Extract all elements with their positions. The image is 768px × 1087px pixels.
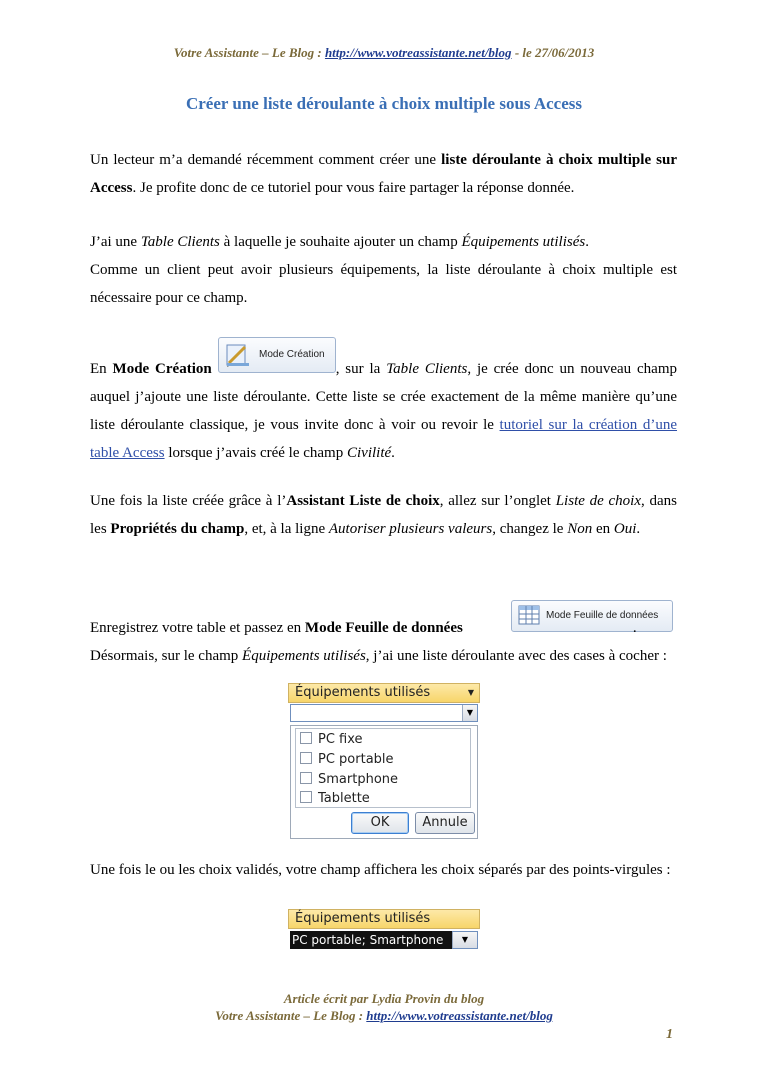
mode-creation-label: Mode Création [259, 349, 325, 360]
paragraph-mode-creation: En Mode Création , sur la Table Clients, je crée donc un nouveau champ auquel j’ajoute une liste déroulante. Cette liste se crée exactement de la même manière qu’une liste déroulante classique, je vous invite donc à voir ou revoir le tutoriel sur la création d’une table Access lorsque j’avais créé le champ Civilité. [90, 361, 678, 461]
combo-field[interactable] [290, 704, 478, 722]
paragraph-result: Une fois le ou les choix validés, votre champ affichera les choix séparés par des points-virgules : [90, 862, 671, 878]
column-header-label: Équipements utilisés [295, 685, 431, 700]
paragraph-feuille: Enregistrez votre table et passez en Mode Feuille de données . Désormais, sur le champ Équipements utilisés, j’ai une liste déroulante avec des cases à cocher : [90, 620, 667, 664]
paragraph-assistant: Une fois la liste créée grâce à l’Assistant Liste de choix, allez sur l’onglet Liste de choix, dans les Propriétés du champ, et, à la ligne Autoriser plusieurs valeurs, changez le Non en Oui. [90, 493, 677, 537]
list-item[interactable]: PC portable [300, 752, 394, 767]
column-header[interactable] [288, 683, 480, 703]
result-dropdown[interactable] [452, 931, 478, 949]
mode-feuille-label: Mode Feuille de données [546, 610, 659, 621]
column-header-label: Équipements utilisés [295, 911, 431, 926]
page-title: Créer une liste déroulante à choix multiple sous Access [185, 94, 582, 113]
list-item[interactable]: Smartphone [300, 772, 398, 787]
footer-line-1: Article écrit par Lydia Provin du blog [283, 991, 485, 1006]
list-item[interactable]: PC fixe [300, 732, 363, 747]
checkbox[interactable] [300, 752, 312, 764]
dropdown-arrow-icon[interactable]: ▼ [452, 932, 477, 948]
checkbox[interactable] [300, 732, 312, 744]
paragraph-table-clients: J’ai une Table Clients à laquelle je souhaite ajouter un champ Équipements utilisés. Comme un client peut avoir plusieurs équipements, la liste déroulante à choix multiple est nécessaire pour ce champ. [90, 234, 677, 306]
selected-value[interactable]: PC portable; Smartphone [290, 931, 452, 949]
checkbox-list [295, 728, 471, 808]
tutorial-link[interactable]: tutoriel sur la création d’une table Access [90, 417, 678, 461]
paragraph-intro: Un lecteur m’a demandé récemment comment créer une liste déroulante à choix multiple sur Access. Je profite donc de ce tutoriel pour vous faire partager la réponse donnée. [90, 152, 677, 196]
page-header [0, 45, 768, 61]
checkbox[interactable] [300, 772, 312, 784]
footer-blog-link[interactable]: http://www.votreassistante.net/blog [366, 1008, 553, 1023]
cancel-button[interactable]: Annule [415, 812, 475, 834]
dropdown-arrow-icon[interactable]: ▼ [462, 705, 477, 721]
column-header[interactable] [288, 909, 480, 929]
header-prefix: Votre Assistante – Le Blog : [173, 45, 325, 60]
access-result-field [288, 909, 480, 951]
page-number: 1 [666, 1027, 673, 1042]
sort-arrow-icon: ▼ [467, 688, 474, 697]
checkbox[interactable] [300, 791, 312, 803]
ok-button[interactable]: OK [351, 812, 409, 834]
checkbox-list-panel [290, 725, 478, 839]
footer-line-2: Votre Assistante – Le Blog : http://www.votreassistante.net/blog [215, 1008, 553, 1023]
header-date: - le 27/06/2013 [511, 45, 595, 60]
header-blog-link[interactable]: http://www.votreassistante.net/blog [324, 45, 512, 60]
access-multiselect-dropdown [288, 683, 480, 839]
list-item[interactable]: Tablette [300, 791, 370, 806]
